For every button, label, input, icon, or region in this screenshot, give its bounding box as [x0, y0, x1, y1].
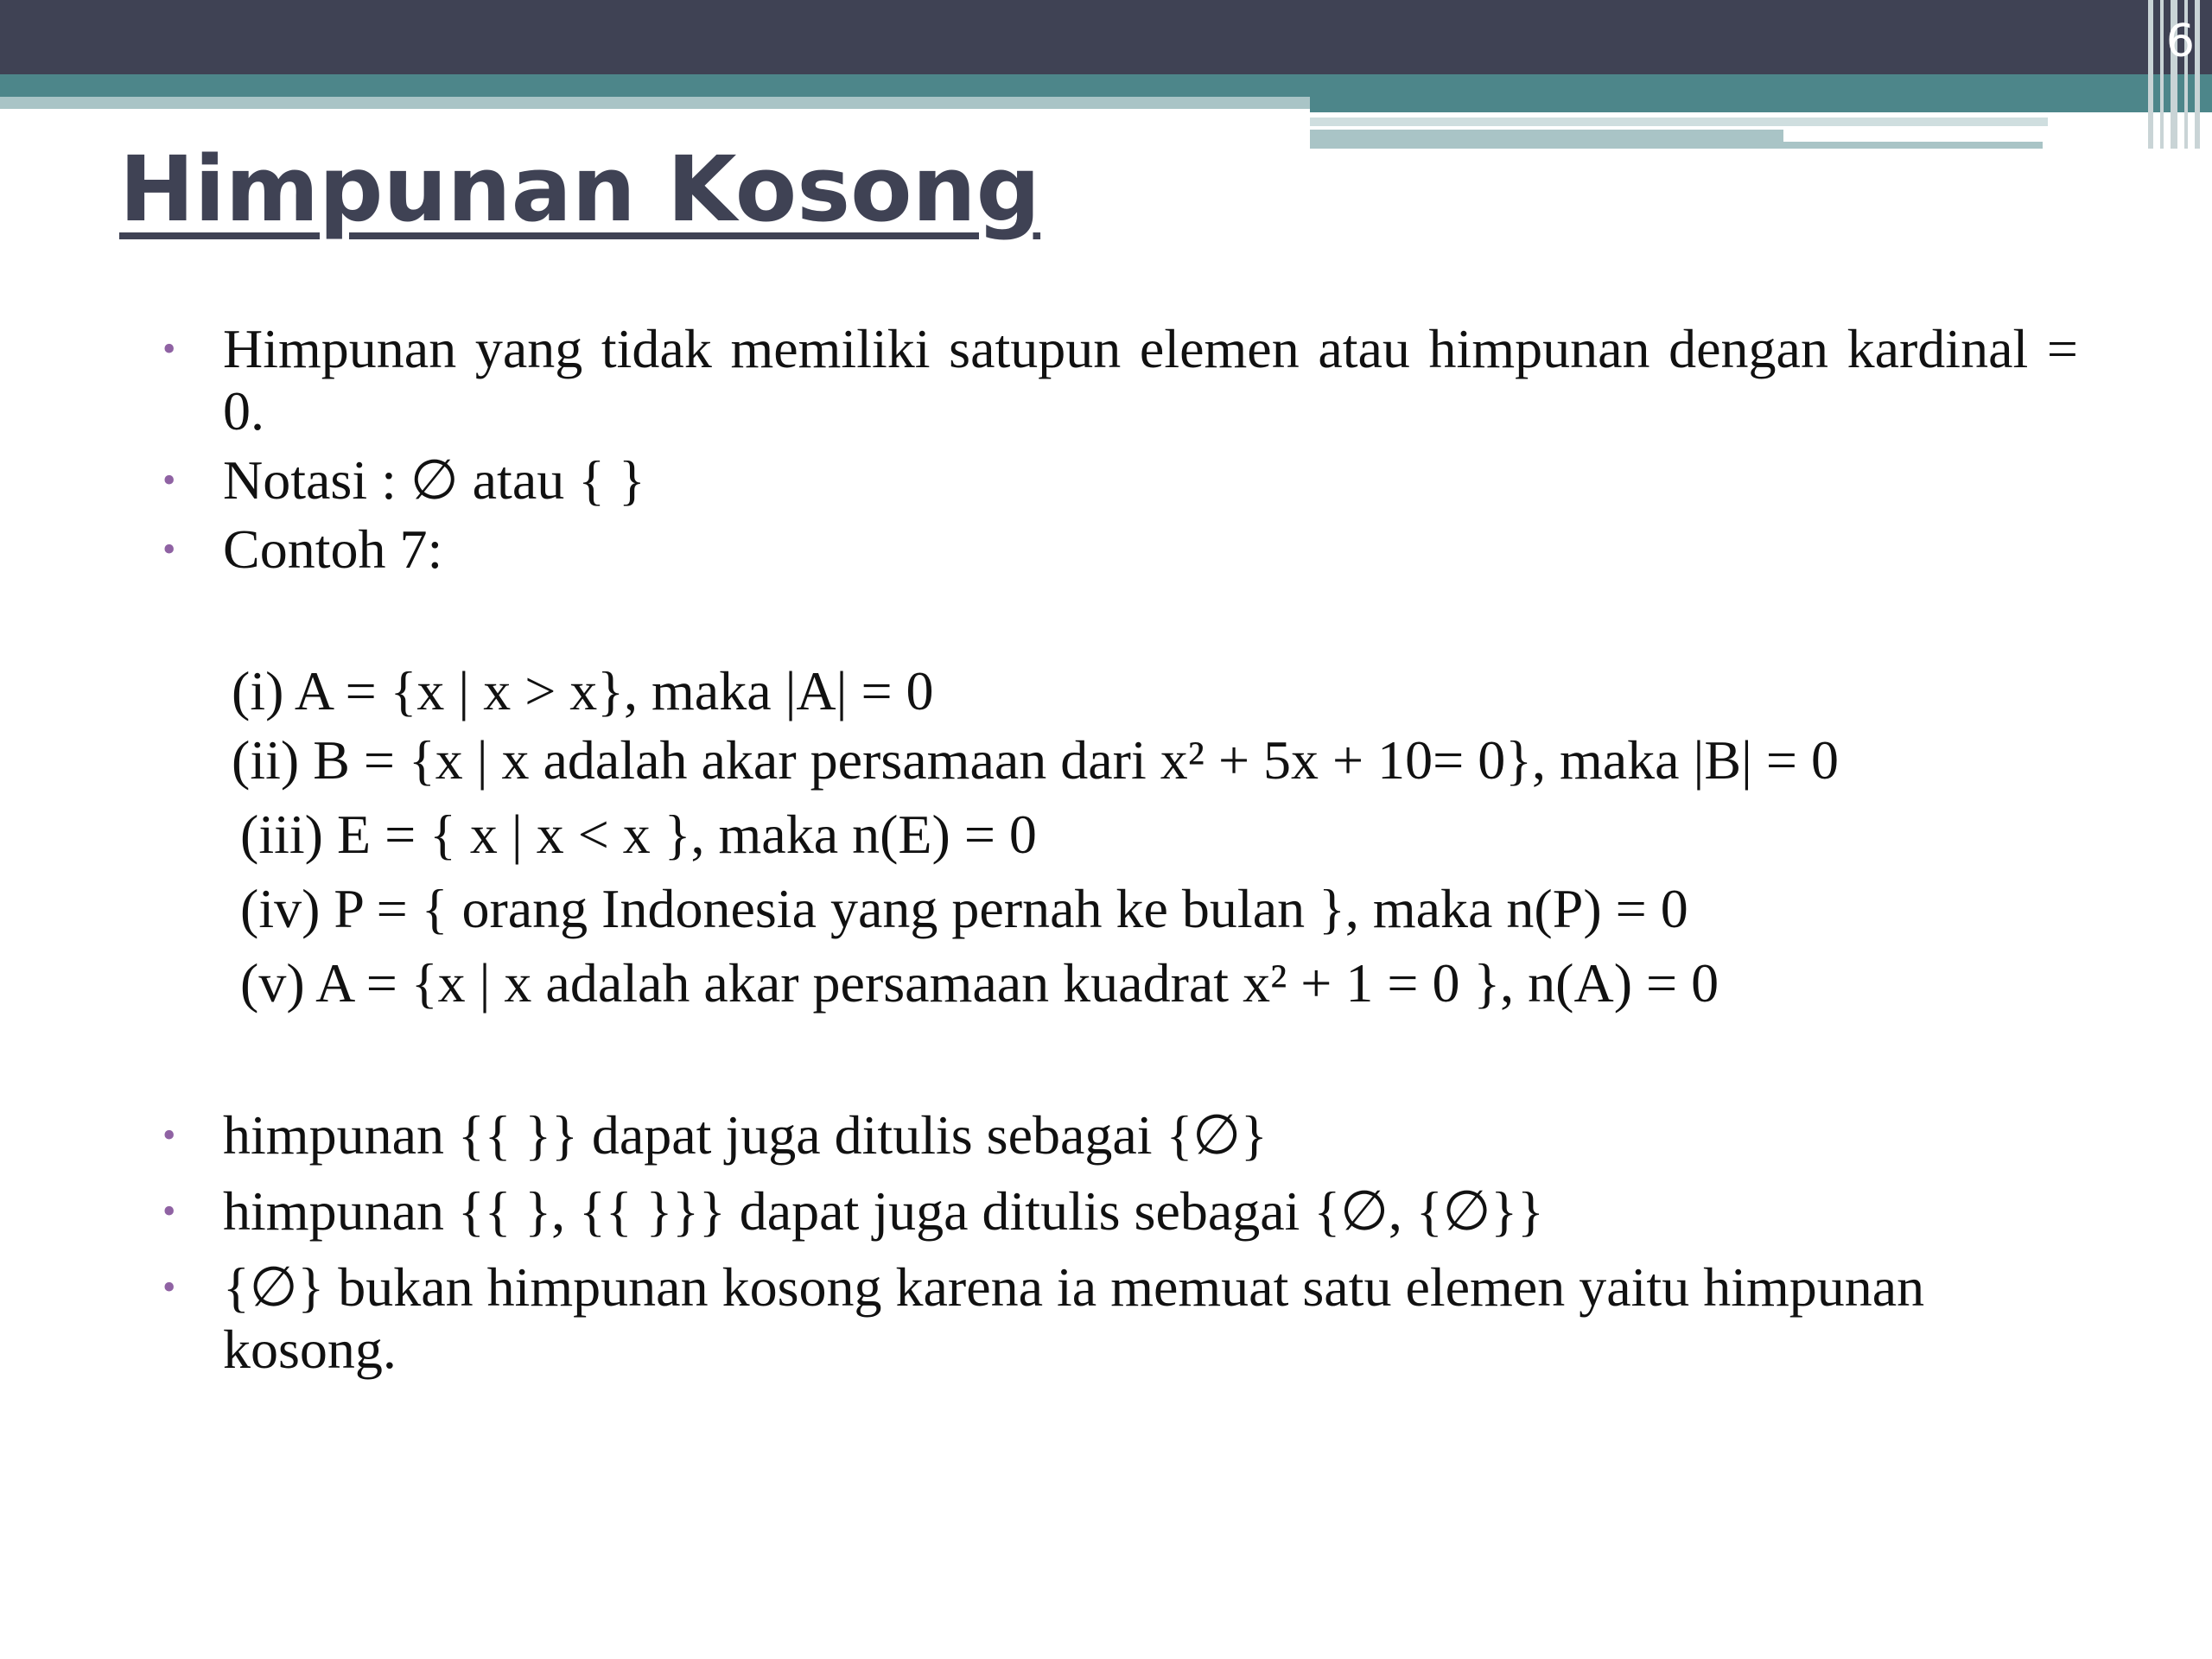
bullet-dot-icon: •: [162, 528, 176, 570]
header-right-line: [1310, 118, 2048, 126]
bullet-text: Notasi : ∅ atau { }: [223, 449, 645, 511]
header-right-line: [1310, 130, 1783, 149]
example-line: (iv) P = { orang Indonesia yang pernah ke bulan }, maka n(P) = 0: [240, 878, 1688, 939]
header-right-line: [1783, 142, 2043, 149]
bullet-dot-icon: •: [162, 459, 176, 501]
header-vertical-bar: [2195, 0, 2200, 149]
header-bar-dark: [0, 0, 2212, 74]
header-bar-teal: [0, 74, 2212, 97]
bullet-text: himpunan {{ }, {{ }}} dapat juga ditulis sebagai {∅, {∅}}: [223, 1180, 1544, 1242]
slide-title: Himpunan Kosong: [119, 137, 1041, 242]
bullet-dot-icon: •: [162, 1114, 176, 1156]
bullet-text: himpunan {{ }} dapat juga ditulis sebagai {∅}: [223, 1104, 1268, 1166]
bullet-dot-icon: •: [162, 327, 176, 370]
header-bar-light: [0, 97, 1310, 109]
bullet-item: [156, 318, 2078, 442]
bullet-text: {∅} bukan himpunan kosong karena ia memuat satu elemen yaitu himpunan kosong.: [223, 1256, 1925, 1380]
bullet-item: [156, 449, 2078, 512]
bullet-dot-icon: •: [162, 1266, 176, 1308]
bullet-item: [156, 1104, 2078, 1166]
bullet-item: [156, 518, 2078, 581]
header-right-teal: [1310, 97, 2212, 112]
bullet-list-bottom: [156, 1104, 2078, 1381]
bullet-text: Contoh 7:: [223, 518, 443, 580]
bullet-dot-icon: •: [162, 1190, 176, 1232]
bullet-list-top: [156, 318, 2078, 581]
page-number: 6: [2165, 16, 2195, 67]
example-line: (v) A = {x | x adalah akar persamaan kuadrat x² + 1 = 0 }, n(A) = 0: [240, 952, 1719, 1014]
bullet-item: [156, 1256, 1951, 1381]
example-line: (i) A = {x | x > x}, maka |A| = 0: [232, 660, 934, 721]
bullet-item: [156, 1180, 2078, 1243]
bullet-text: Himpunan yang tidak memiliki satupun elemen atau himpunan dengan kardinal = 0.: [223, 318, 2078, 442]
example-line: (ii) B = {x | x adalah akar persamaan dari x² + 5x + 10= 0}, maka |B| = 0: [232, 729, 1839, 791]
example-line: (iii) E = { x | x < x }, maka n(E) = 0: [240, 804, 1037, 865]
